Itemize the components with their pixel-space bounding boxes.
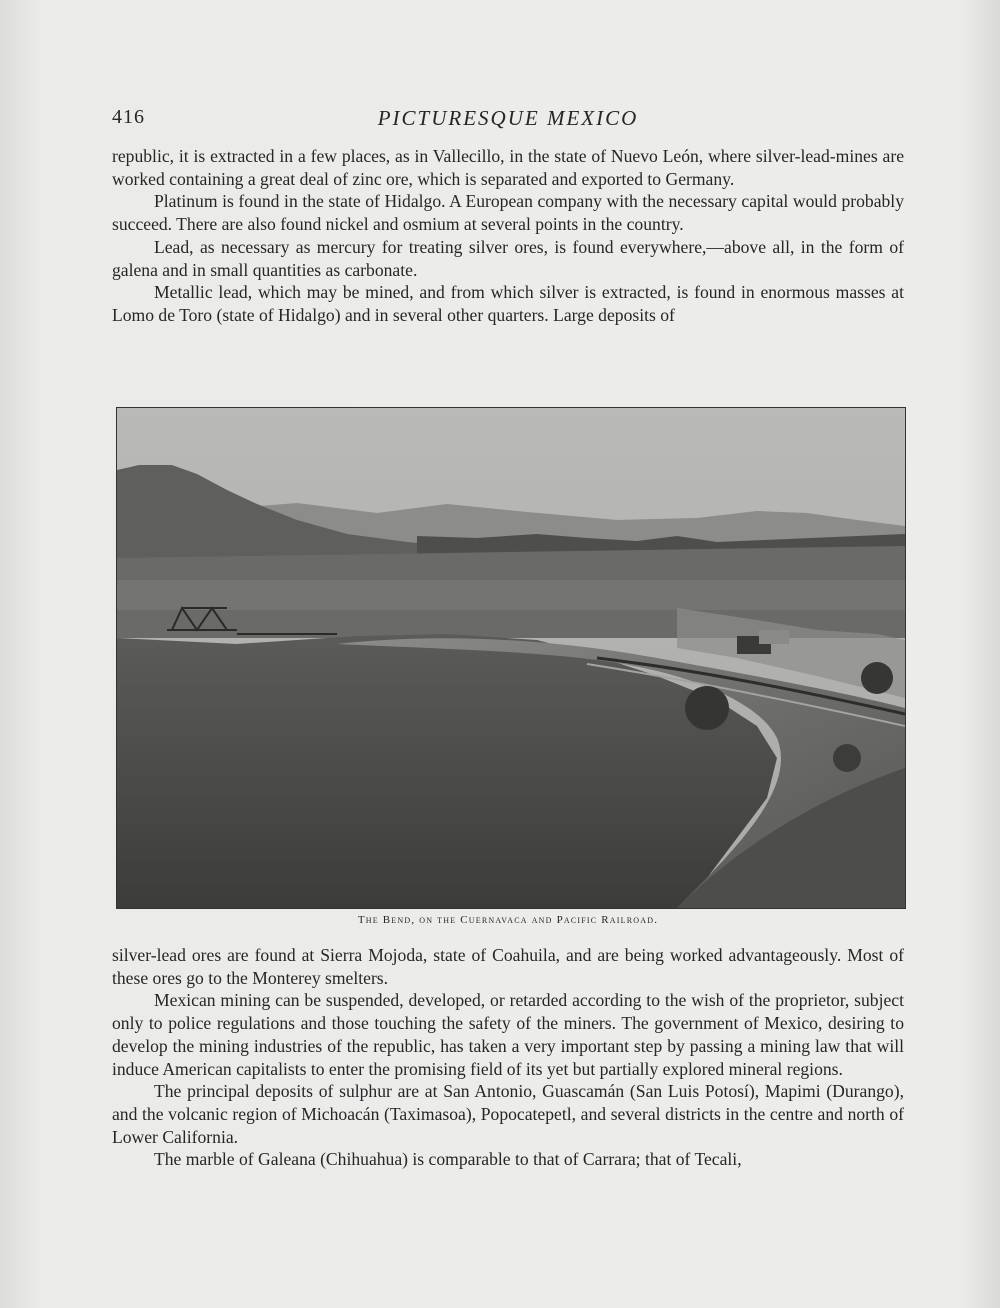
- page-header: [112, 106, 904, 136]
- paragraph: Platinum is found in the state of Hidalgo. A European company with the necessary capital would probably succeed. There are also found nickel and osmium at several points in the country.: [112, 191, 904, 235]
- paragraph: silver-lead ores are found at Sierra Mojoda, state of Coahuila, and are being worked advantageously. Most of these ores go to the Monterey smelters.: [112, 945, 904, 988]
- landscape-photograph: [116, 407, 906, 909]
- body-text-top: [112, 145, 904, 327]
- paragraph: republic, it is extracted in a few places, as in Vallecillo, in the state of Nuevo León, where silver-lead-mines are worked containing a great deal of zinc ore, which is separated and exported to Germany.: [112, 146, 904, 189]
- figure-caption: The Bend, on the Cuernavaca and Pacific Railroad.: [357, 914, 659, 926]
- paragraph: The marble of Galeana (Chihuahua) is comparable to that of Carrara; that of Tecali,: [154, 1149, 742, 1170]
- paragraph: Lead, as necessary as mercury for treating silver ores, is found everywhere,—above all, in the form of galena and in small quantities as carbonate.: [112, 236, 904, 280]
- running-title: PICTURESQUE MEXICO: [377, 106, 639, 130]
- page-number: 416: [112, 106, 145, 128]
- paragraph: Mexican mining can be suspended, developed, or retarded according to the wish of the proprietor, subject only to police regulations and those touching the safety of the miners. The government of Mexico, desiring to develop the mining industries of the republic, has taken a very important step by passing a mining law that will induce American capitalists to enter the promising field of its yet but partially explored mineral regions.: [112, 990, 904, 1079]
- paragraph: The principal deposits of sulphur are at San Antonio, Guascamán (San Luis Potosí), Mapimi (Durango), and the volcanic region of Michoacán (Taximasoa), Popocatepetl, and several districts in the centre and north of Lower California.: [112, 1081, 904, 1147]
- body-text-bottom: [112, 944, 904, 1171]
- paragraph: Metallic lead, which may be mined, and from which silver is extracted, is found in enormous masses at Lomo de Toro (state of Hidalgo) and in several other quarters. Large deposits of: [112, 282, 904, 325]
